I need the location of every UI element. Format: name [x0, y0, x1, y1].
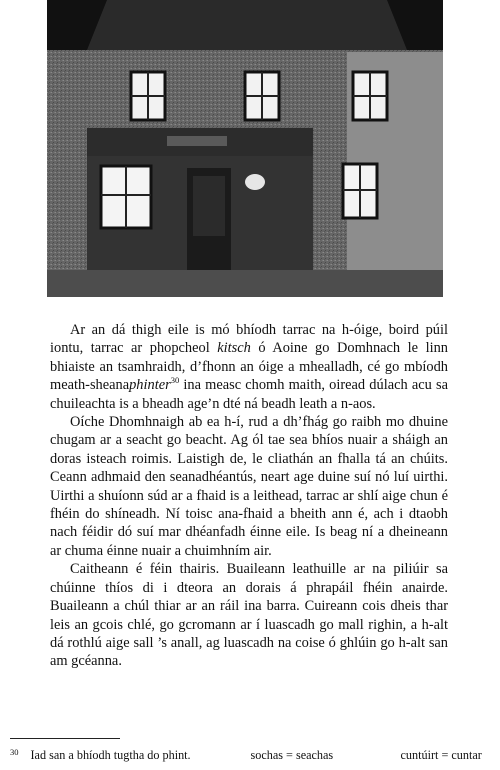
paragraph-1-text-c: ina measc chomh maith, oiread dúlach acu sa chuileachta is a bheadh age’n dté ná beadh leath a n-aos. — [50, 377, 448, 412]
italic-phinter: phinter — [129, 377, 171, 394]
paragraph-2: Oíche Dhomhnaigh ab ea h-í, rud a dh’fhág go raibh mo dhuine chugam ar a seacht go beacht. Ag ól tae sea bhíos nuair a sháigh an doras isteach roimis. Laistigh de, le cliathán an fhalla tá an chúits. Ceann adhmaid den seanadhéantús, neart age duine suí nó luí uirthi. Uirthi a shuíonn súd ar a fhaid is a leithead, tarrac ar shlí aige chun é fhéin do shíneadh. Ní toisc ana-fhaid a bheith ann é, ach i dtaobh nach féidir dó suí mar dhéanfadh éinne eile. Is beag ní a dheineann ar chuma éinne nuair a chuimhním air. — [50, 414, 448, 559]
paragraph-1-text-b: ó Aoine go Domhnach le linn bhiaiste an tsamhraidh, d’fhonn an óige a mhealladh, cé go mbíodh meath-sheana — [50, 340, 448, 394]
body-text — [50, 321, 448, 671]
pub-photo — [47, 0, 443, 297]
footnote-ref: 30 — [170, 375, 180, 386]
italic-kitsch: kitsch — [217, 340, 251, 357]
footnote — [10, 745, 490, 762]
paragraph-3: Caitheann é féin thairis. Buaileann leathuille ar na piliúir sa chúinne thíos di i dteora an dorais á phrapáil fhéin anairde. Buaileann a chúl thiar ar an ráil ina barra. Cuireann cois dheis thar leis an gcois chlé, go gcromann ar í luascadh go mall righin, a h-alt dá rothlú aige sall ’s anall, ag luascadh na coise ó ghlúin go h-alt san am gcéanna. — [50, 561, 448, 670]
footnote-text: Iad san a bhíodh tugtha do phint. — [30, 748, 191, 762]
footnote-number: 30 — [10, 747, 19, 757]
footnote-gloss-cuntuirt: cuntúirt = cuntar — [400, 748, 482, 762]
paragraph-1-text-a: Ar an dá thigh eile is mó bhíodh tarrac na h-óige, boird púil iontu, tarrac ar phopcheol — [50, 322, 448, 357]
footnote-rule — [10, 738, 120, 739]
pub-facade-illustration — [47, 0, 443, 297]
footnote-gloss-sochas: sochas = seachas — [250, 748, 334, 762]
paragraph-1 — [50, 321, 448, 413]
